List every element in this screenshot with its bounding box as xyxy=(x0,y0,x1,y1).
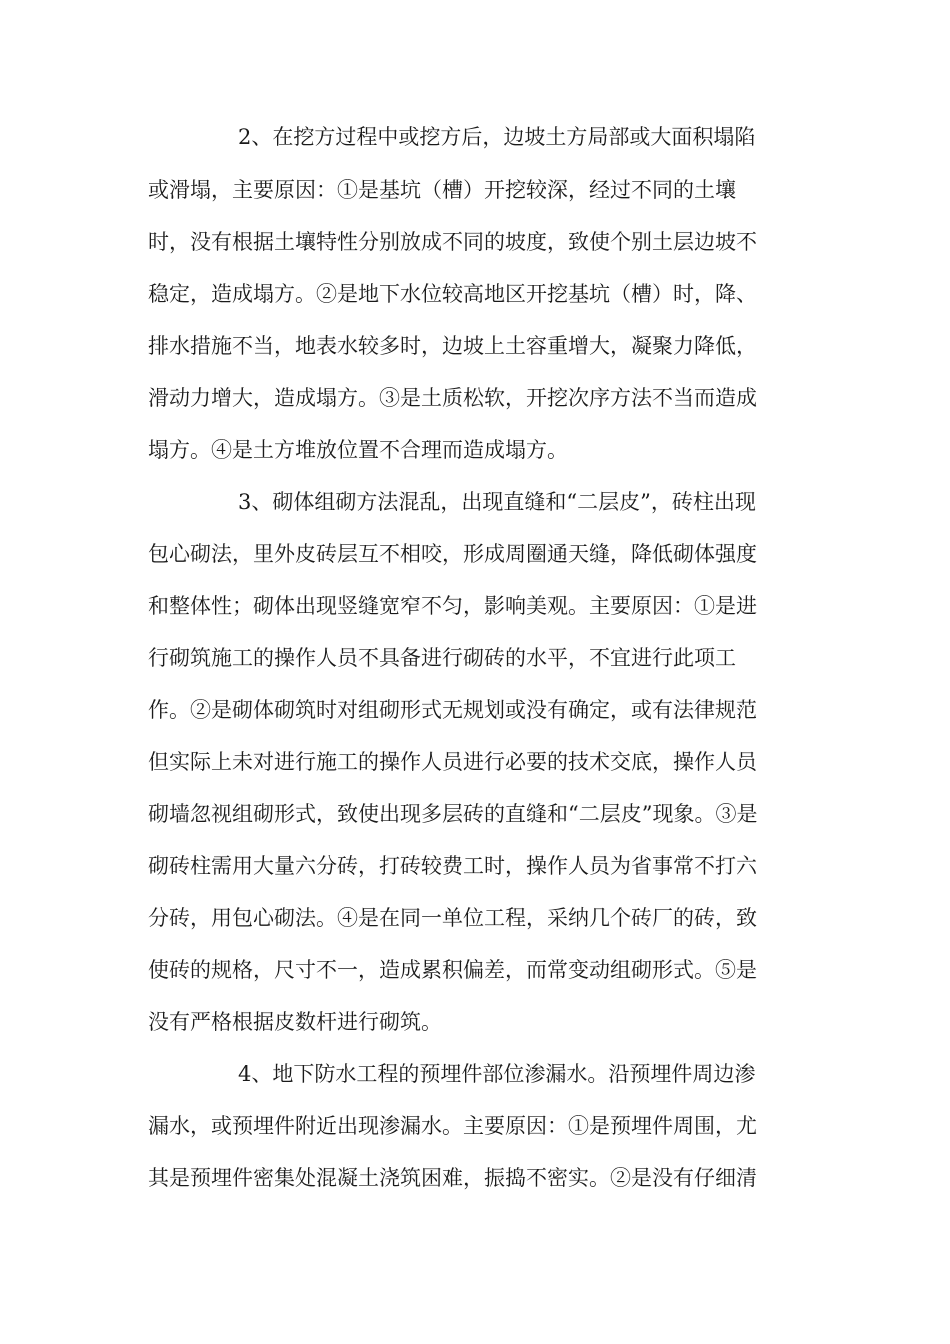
paragraph-3-line-1: 3、砌体组砌方法混乱，出现直缝和“二层皮”，砖柱出现 xyxy=(238,490,756,514)
paragraph-3-line-4: 行砌筑施工的操作人员不具备进行砌砖的水平，不宜进行此项工 xyxy=(148,646,736,670)
paragraph-2-line-6: 滑动力增大，造成塌方。③是土质松软，开挖次序方法不当而造成 xyxy=(148,386,757,410)
paragraph-3-line-7: 砌墙忽视组砌形式，致使出现多层砖的直缝和“二层皮”现象。③是 xyxy=(148,802,758,826)
paragraph-3-line-8: 砌砖柱需用大量六分砖，打砖较费工时，操作人员为省事常不打六 xyxy=(148,854,757,878)
paragraph-4-line-2: 漏水，或预埋件附近出现渗漏水。主要原因：①是预埋件周围，尤 xyxy=(148,1114,757,1138)
paragraph-2-line-3: 时，没有根据土壤特性分别放成不同的坡度，致使个别土层边坡不 xyxy=(148,230,757,254)
paragraph-2-line-7: 塌方。④是土方堆放位置不合理而造成塌方。 xyxy=(148,438,568,462)
paragraph-3-line-3: 和整体性；砌体出现竖缝宽窄不匀，影响美观。主要原因：①是进 xyxy=(148,594,757,618)
paragraph-3-line-2: 包心砌法，里外皮砖层互不相咬，形成周圈通天缝，降低砌体强度 xyxy=(148,542,757,566)
paragraph-4-line-1: 4、地下防水工程的预埋件部位渗漏水。沿预埋件周边渗 xyxy=(238,1062,756,1086)
paragraph-3-line-10: 使砖的规格，尺寸不一，造成累积偏差，而常变动组砌形式。⑤是 xyxy=(148,958,757,982)
paragraph-2-line-5: 排水措施不当，地表水较多时，边坡上土容重增大，凝聚力降低， xyxy=(148,334,757,358)
paragraph-3-line-9: 分砖，用包心砌法。④是在同一单位工程，采纳几个砖厂的砖，致 xyxy=(148,906,757,930)
paragraph-2-line-4: 稳定，造成塌方。②是地下水位较高地区开挖基坑（槽）时，降、 xyxy=(148,282,757,306)
paragraph-3-line-5: 作。②是砌体砌筑时对组砌形式无规划或没有确定，或有法律规范 xyxy=(148,698,757,722)
paragraph-2-line-2: 或滑塌，主要原因：①是基坑（槽）开挖较深，经过不同的土壤 xyxy=(148,178,736,202)
paragraph-2-line-1: 2、在挖方过程中或挖方后，边坡土方局部或大面积塌陷 xyxy=(238,125,756,149)
paragraph-3-line-11: 没有严格根据皮数杆进行砌筑。 xyxy=(148,1010,442,1034)
paragraph-3-line-6: 但实际上未对进行施工的操作人员进行必要的技术交底，操作人员 xyxy=(148,750,757,774)
paragraph-4-line-3: 其是预埋件密集处混凝土浇筑困难，振捣不密实。②是没有仔细清 xyxy=(148,1166,757,1190)
